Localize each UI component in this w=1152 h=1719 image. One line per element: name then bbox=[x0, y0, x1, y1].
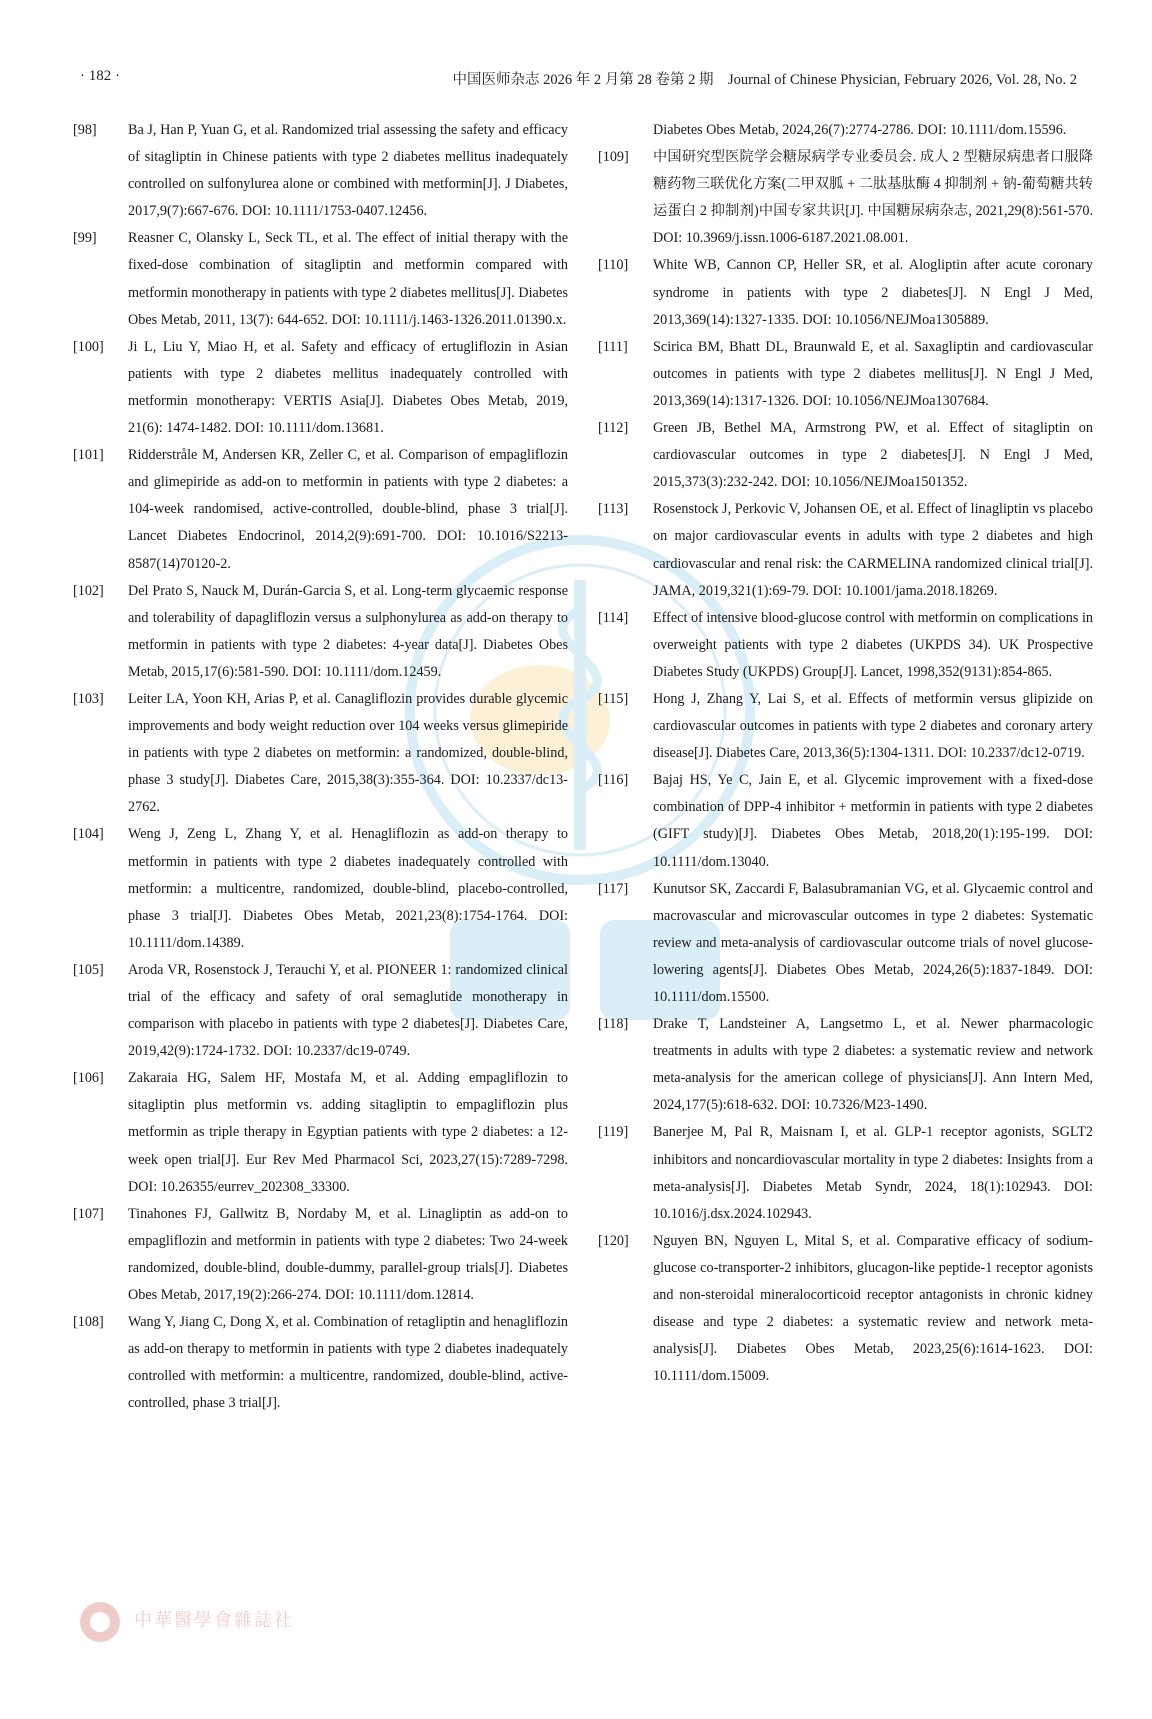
reference-number: [109] bbox=[598, 149, 629, 166]
reference-item bbox=[73, 334, 568, 442]
reference-text: Ridderstråle M, Andersen KR, Zeller C, et al. Comparison of empagliflozin and glimepiride as add-on to metformin in patients with type 2 diabetes: a 104-week randomised, active-controlled, double-blind, phase 3 trial[J]. Lancet Diabetes Endocrinol, 2014,2(9):691-700. DOI: 10.1016/S2213-8587(14)70120-2. bbox=[128, 447, 568, 572]
reference-item bbox=[73, 686, 568, 821]
reference-number: [112] bbox=[598, 420, 629, 437]
reference-number: [104] bbox=[73, 826, 104, 843]
reference-number: [102] bbox=[73, 582, 104, 599]
reference-item bbox=[598, 876, 1093, 1011]
reference-item bbox=[73, 1309, 568, 1417]
reference-item bbox=[598, 496, 1093, 604]
reference-text: Bajaj HS, Ye C, Jain E, et al. Glycemic improvement with a fixed-dose combination of DPP-4 inhibitor + metformin in patients with type 2 diabetes (GIFT study)[J]. Diabetes Obes Metab, 2018,20(1):195-199. DOI: 10.1111/dom.13040. bbox=[653, 772, 1093, 870]
page-number: · 182 · bbox=[80, 68, 120, 84]
reference-text: Zakaraia HG, Salem HF, Mostafa M, et al. Adding empagliflozin to sitagliptin plus metformin vs. adding sitagliptin to empagliflozin plus metformin as triple therapy in Egyptian patients with type 2 diabetes: a 12-week open trial[J]. Eur Rev Med Pharmacol Sci, 2023,27(15):7289-7298. DOI: 10.26355/eurrev_202308_33300. bbox=[128, 1070, 568, 1195]
reference-text: Del Prato S, Nauck M, Durán-Garcia S, et al. Long-term glycaemic response and tolerability of dapagliflozin versus a sulphonylurea as add-on therapy to metformin in patients with type 2 diabetes: 4-year data[J]. Diabetes Obes Metab, 2015,17(6):581-590. DOI: 10.1111/dom.12459. bbox=[128, 582, 568, 680]
reference-text: Kunutsor SK, Zaccardi F, Balasubramanian VG, et al. Glycaemic control and macrovascular and microvascular outcomes in type 2 diabetes: Systematic review and meta-analysis of cardiovascular outcome trials of novel glucose-lowering agents[J]. Diabetes Obes Metab, 2024,26(5):1837-1849. DOI: 10.1111/dom.15500. bbox=[653, 880, 1093, 1005]
reference-text: Wang Y, Jiang C, Dong X, et al. Combination of retagliptin and henagliflozin as add-on therapy to metformin in patients with type 2 diabetes inadequately controlled with metformin: a multicentre, randomized, double-blind, active-controlled, phase 3 trial[J]. bbox=[128, 1314, 568, 1412]
right-column-references bbox=[598, 117, 1093, 1390]
reference-number: [100] bbox=[73, 338, 104, 355]
reference-item bbox=[598, 1011, 1093, 1119]
reference-number: [114] bbox=[598, 609, 629, 626]
reference-text: Banerjee M, Pal R, Maisnam I, et al. GLP-1 receptor agonists, SGLT2 inhibitors and noncardiovascular mortality in type 2 diabetes: Insights from a meta-analysis[J]. Diabetes Metab Syndr, 2024, 18(1):102943. DOI: 10.1016/j.dsx.2024.102943. bbox=[653, 1124, 1093, 1222]
reference-item bbox=[73, 1065, 568, 1200]
reference-number: [110] bbox=[598, 257, 629, 274]
reference-item bbox=[598, 605, 1093, 686]
reference-item bbox=[73, 442, 568, 577]
reference-text: Effect of intensive blood-glucose control with metformin on complications in overweight patients with type 2 diabetes (UKPDS 34). UK Prospective Diabetes Study (UKPDS) Group[J]. Lancet, 1998,352(9131):854-865. bbox=[653, 609, 1093, 680]
journal-running-title: 中国医师杂志 2026 年 2 月第 28 卷第 2 期 Journal of Chinese Physician, February 2026, Vol. 28, No. 2 bbox=[452, 72, 1077, 88]
reference-number: [118] bbox=[598, 1016, 629, 1033]
reference-item bbox=[73, 225, 568, 333]
publisher-logo-text: 中華醫學會雜誌社 bbox=[134, 1610, 294, 1631]
reference-item bbox=[73, 957, 568, 1065]
reference-number: [108] bbox=[73, 1314, 104, 1331]
reference-item bbox=[598, 686, 1093, 767]
reference-item bbox=[598, 144, 1093, 252]
reference-number: [111] bbox=[598, 338, 628, 355]
reference-text: Scirica BM, Bhatt DL, Braunwald E, et al. Saxagliptin and cardiovascular outcomes in patients with type 2 diabetes mellitus[J]. N Engl J Med, 2013,369(14):1317-1326. DOI: 10.1056/NEJMoa1307684. bbox=[653, 338, 1093, 409]
reference-text: Leiter LA, Yoon KH, Arias P, et al. Canagliflozin provides durable glycemic improvements and body weight reduction over 104 weeks versus glimepiride in patients with type 2 diabetes on metformin: a randomized, double-blind, phase 3 study[J]. Diabetes Care, 2015,38(3):355-364. DOI: 10.2337/dc13-2762. bbox=[128, 690, 568, 816]
reference-item bbox=[73, 117, 568, 225]
reference-number: [98] bbox=[73, 122, 97, 138]
reference-number: [120] bbox=[598, 1232, 629, 1249]
reference-text: Aroda VR, Rosenstock J, Terauchi Y, et al. PIONEER 1: randomized clinical trial of the efficacy and safety of oral semaglutide monotherapy in comparison with placebo in patients with type 2 diabetes[J]. Diabetes Care, 2019,42(9):1724-1732. DOI: 10.2337/dc19-0749. bbox=[128, 961, 568, 1060]
reference-number: [116] bbox=[598, 772, 629, 789]
publisher-seal-icon bbox=[78, 1600, 122, 1644]
publisher-footer-logo bbox=[78, 1600, 538, 1646]
reference-item bbox=[598, 252, 1093, 333]
page-header bbox=[0, 0, 1152, 120]
reference-text: Rosenstock J, Perkovic V, Johansen OE, et al. Effect of linagliptin vs placebo on major cardiovascular events in adults with type 2 diabetes and high cardiovascular and renal risk: the CARMELINA randomized clinical trial[J]. JAMA, 2019,321(1):69-79. DOI: 10.1001/jama.2018.18269. bbox=[653, 501, 1093, 599]
reference-text: Drake T, Landsteiner A, Langsetmo L, et al. Newer pharmacologic treatments in adults with type 2 diabetes: a systematic review and network meta-analysis for the american college of physicians[J]. Ann Intern Med, 2024,177(5):618-632. DOI: 10.7326/M23-1490. bbox=[653, 1016, 1093, 1114]
reference-number: [107] bbox=[73, 1205, 104, 1222]
reference-number: [115] bbox=[598, 690, 629, 707]
reference-number: [106] bbox=[73, 1070, 104, 1087]
reference-number: [119] bbox=[598, 1124, 629, 1141]
reference-text: Weng J, Zeng L, Zhang Y, et al. Henagliflozin as add-on therapy to metformin in patients with type 2 diabetes inadequately controlled with metformin: a multicentre, randomized, double-blind, placebo-controlled, phase 3 trial[J]. Diabetes Obes Metab, 2021,23(8):1754-1764. DOI: 10.1111/dom.14389. bbox=[128, 826, 568, 951]
reference-item bbox=[598, 415, 1093, 496]
reference-number: [113] bbox=[598, 501, 629, 518]
reference-text: Hong J, Zhang Y, Lai S, et al. Effects of metformin versus glipizide on cardiovascular outcomes in patients with type 2 diabetes and coronary artery disease[J]. Diabetes Care, 2013,36(5):1304-1311. DOI: 10.2337/dc12-0719. bbox=[653, 690, 1093, 762]
reference-item bbox=[73, 578, 568, 686]
reference-text: Nguyen BN, Nguyen L, Mital S, et al. Comparative efficacy of sodium-glucose co-transporter-2 inhibitors, glucagon-like peptide-1 receptor agonists and non-steroidal mineralocorticoid receptor antagonists in chronic kidney disease and type 2 diabetes: a systematic review and network meta-analysis[J]. Diabetes Obes Metab, 2023,25(6):1614-1623. DOI: 10.1111/dom.15009. bbox=[653, 1232, 1093, 1385]
reference-text: Ba J, Han P, Yuan G, et al. Randomized trial assessing the safety and efficacy of sitagliptin in Chinese patients with type 2 diabetes mellitus inadequately controlled on sulfonylurea alone or combined with metformin[J]. J Diabetes, 2017,9(7):667-676. DOI: 10.1111/1753-0407.12456. bbox=[128, 122, 568, 220]
reference-text: Green JB, Bethel MA, Armstrong PW, et al. Effect of sitagliptin on cardiovascular outcomes in type 2 diabetes[J]. N Engl J Med, 2015,373(3):232-242. DOI: 10.1056/NEJMoa1501352. bbox=[653, 420, 1093, 491]
reference-text: Diabetes Obes Metab, 2024,26(7):2774-2786. DOI: 10.1111/dom.15596. bbox=[653, 122, 1067, 138]
reference-number: [101] bbox=[73, 447, 104, 464]
reference-item bbox=[598, 1119, 1093, 1227]
reference-item bbox=[598, 117, 1093, 144]
reference-item bbox=[73, 821, 568, 956]
reference-number: [103] bbox=[73, 690, 104, 707]
reference-text: Tinahones FJ, Gallwitz B, Nordaby M, et al. Linagliptin as add-on to empagliflozin and metformin in patients with type 2 diabetes: Two 24-week randomized, double-blind, double-dummy, parallel-group trials[J]. Diabetes Obes Metab, 2017,19(2):266-274. DOI: 10.1111/dom.12814. bbox=[128, 1205, 568, 1304]
left-column-references bbox=[73, 117, 568, 1418]
reference-item bbox=[598, 334, 1093, 415]
reference-item bbox=[598, 767, 1093, 875]
reference-text: Ji L, Liu Y, Miao H, et al. Safety and efficacy of ertugliflozin in Asian patients with type 2 diabetes mellitus inadequately controlled with metformin monotherapy: VERTIS Asia[J]. Diabetes Obes Metab, 2019, 21(6): 1474-1482. DOI: 10.1111/dom.13681. bbox=[128, 338, 568, 437]
reference-number: [99] bbox=[73, 230, 97, 247]
reference-number: [117] bbox=[598, 880, 629, 897]
reference-item bbox=[73, 1201, 568, 1309]
reference-item bbox=[598, 1228, 1093, 1391]
reference-text: 中国研究型医院学会糖尿病学专业委员会. 成人 2 型糖尿病患者口服降糖药物三联优化方案(二甲双胍 + 二肽基肽酶 4 抑制剂 + 钠-葡萄糖共转运蛋白 2 抑制剂)中国专家共识[J]. 中国糖尿病杂志, 2021,29(8):561-570. DOI: 10.3969/j.issn.1006-6187.2021.08.001. bbox=[653, 149, 1093, 247]
reference-text: White WB, Cannon CP, Heller SR, et al. Alogliptin after acute coronary syndrome in patients with type 2 diabetes[J]. N Engl J Med, 2013,369(14):1327-1335. DOI: 10.1056/NEJMoa1305889. bbox=[653, 257, 1093, 328]
reference-number: [105] bbox=[73, 961, 104, 978]
reference-text: Reasner C, Olansky L, Seck TL, et al. The effect of initial therapy with the fixed-dose combination of sitagliptin and metformin compared with metformin monotherapy in patients with type 2 diabetes mellitus[J]. Diabetes Obes Metab, 2011, 13(7): 644-652. DOI: 10.1111/j.1463-1326.2011.01390.x. bbox=[128, 230, 568, 328]
